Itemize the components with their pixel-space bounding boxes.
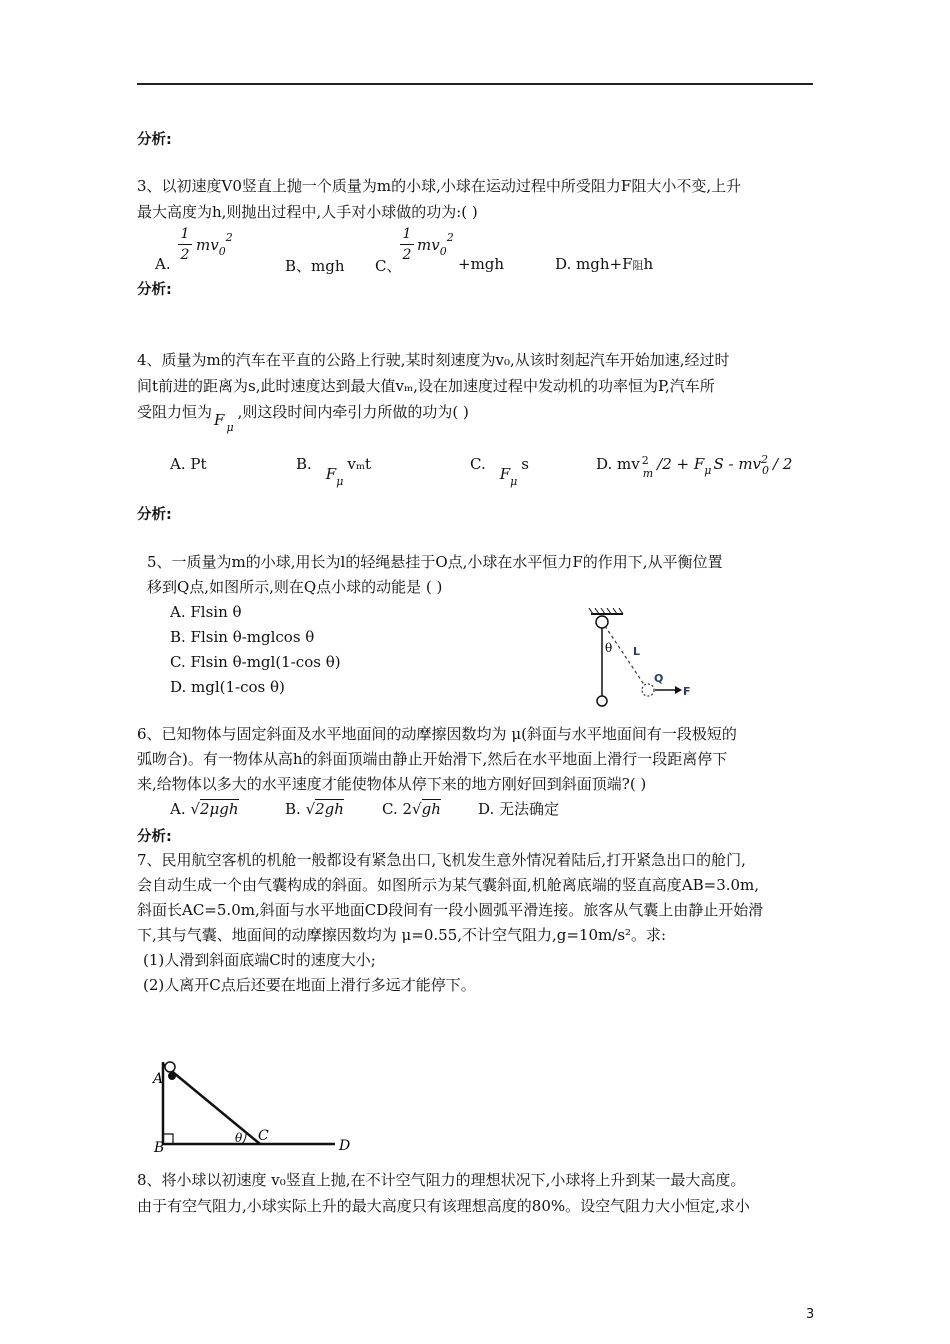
slide-C-label: C bbox=[258, 1128, 269, 1144]
q4-option-d: D. mv $^2_m/2 + F_\mu$ S - $mv^2_0 / 2$ bbox=[596, 453, 793, 480]
q4-option-b: $B.F_\mu v_mt$ bbox=[296, 455, 372, 488]
q3-option-a-label: A. bbox=[155, 255, 171, 273]
slide-B-label: B bbox=[154, 1140, 165, 1156]
q6-option-d: D. 无法确定 bbox=[478, 800, 560, 818]
q5-option-a: A. Flsin θ bbox=[170, 603, 242, 621]
pendulum-L-label: L bbox=[633, 645, 641, 658]
q7-sub1: (1)人滑到斜面底端C时的速度大小; bbox=[143, 951, 376, 969]
q4-line3: 受阻力恒为 F $_\mu$,则这段时间内牵引力所做的功为( ) bbox=[137, 403, 469, 434]
q7-line4: 下,其与气囊、地面间的动摩擦因数均为 μ=0.55,不计空气阻力,g=10m/s²。求: bbox=[137, 926, 667, 944]
pendulum-figure bbox=[585, 608, 705, 713]
q4-line2: 间t前进的距离为s,此时速度达到最大值vₘ,设在加速度过程中发动机的功率恒为P,汽车所 bbox=[137, 377, 715, 395]
q3-option-b: B、mgh bbox=[285, 257, 345, 275]
q6-option-b: B. √2gh bbox=[285, 800, 344, 818]
q4-analysis-label: 分析: bbox=[137, 507, 172, 523]
q5-option-b: B. Flsin θ-mglcos θ bbox=[170, 628, 315, 646]
q3-option-c-mv: $mv_0^2$ bbox=[417, 231, 454, 258]
q6-analysis-label: 分析: bbox=[137, 829, 172, 845]
q8-line1: 8、将小球以初速度 v₀竖直上抛,在不计空气阻力的理想状况下,小球将上升到某一最大高度。 bbox=[137, 1171, 746, 1189]
pendulum-Q-label: Q bbox=[654, 672, 664, 685]
q8-line2: 由于有空气阻力,小球实际上升的最大高度只有该理想高度的80%。设空气阻力大小恒定,求小 bbox=[137, 1197, 750, 1215]
slide-figure bbox=[145, 1048, 365, 1158]
q7-sub2: (2)人离开C点后还要在地面上滑行多远才能停下。 bbox=[143, 976, 476, 994]
q5-line2: 移到Q点,如图所示,则在Q点小球的动能是 ( ) bbox=[147, 578, 443, 596]
q7-line1: 7、民用航空客机的机舱一般都设有紧急出口,飞机发生意外情况着陆后,打开紧急出口的舱门, bbox=[137, 851, 746, 869]
q3-analysis-label: 分析: bbox=[137, 282, 172, 298]
slide-D-label: D bbox=[339, 1138, 351, 1154]
q3-option-a-mv: $mv_0^2$ bbox=[196, 231, 233, 258]
slide-theta-label: θ bbox=[235, 1131, 243, 1145]
q5-line1: 5、一质量为m的小球,用长为l的轻绳悬挂于O点,小球在水平恒力F的作用下,从平衡位置 bbox=[147, 553, 723, 571]
q3-option-c-tail: +mgh bbox=[458, 255, 505, 273]
analysis-label: 分析: bbox=[137, 132, 172, 148]
pendulum-theta-label: θ bbox=[605, 641, 613, 655]
header-rule bbox=[137, 83, 813, 85]
q3-option-c-label: C、 bbox=[375, 257, 402, 275]
q3-line1: 3、以初速度V0竖直上抛一个质量为m的小球,小球在运动过程中所受阻力F阻大小不变,上升 bbox=[137, 177, 742, 195]
pendulum-F-label: F bbox=[683, 685, 691, 698]
q3-option-c-fraction: 1 2 bbox=[400, 226, 414, 263]
page-number: 3 bbox=[806, 1307, 815, 1322]
q4-option-a: A. Pt bbox=[170, 455, 207, 473]
q3-line2: 最大高度为h,则抛出过程中,人手对小球做的功为:( ) bbox=[137, 203, 478, 221]
q3-option-a-fraction bbox=[178, 226, 192, 263]
fraction-numerator: 1 bbox=[180, 226, 190, 242]
q7-line2: 会自动生成一个由气囊构成的斜面。如图所示为某气囊斜面,机舱离底端的竖直高度AB=3.0m, bbox=[137, 876, 760, 894]
q6-line1: 6、已知物体与固定斜面及水平地面间的动摩擦因数均为 μ(斜面与水平地面间有一段极短的 bbox=[137, 725, 737, 743]
q6-option-a: A. √2μgh bbox=[170, 800, 239, 818]
q4-line1: 4、质量为m的汽车在平直的公路上行驶,某时刻速度为v₀,从该时刻起汽车开始加速,经过时 bbox=[137, 351, 730, 369]
q3-option-d: D. mgh+F阻h bbox=[555, 255, 654, 273]
q6-line2: 弧吻合)。有一物体从高h的斜面顶端由静止开始滑下,然后在水平地面上滑行一段距离停下 bbox=[137, 750, 728, 768]
q5-option-c: C. Flsin θ-mgl(1-cos θ) bbox=[170, 653, 341, 671]
q4-option-c: $C.F_\mu s$ bbox=[470, 455, 529, 488]
slide-A-label: A bbox=[153, 1071, 164, 1087]
fraction-denominator: 2 bbox=[180, 247, 190, 263]
q5-option-d: D. mgl(1-cos θ) bbox=[170, 678, 285, 696]
q7-line3: 斜面长AC=5.0m,斜面与水平地面CD段间有一段小圆弧平滑连接。旅客从气囊上由静止开始滑 bbox=[137, 901, 764, 919]
q6-line3: 来,给物体以多大的水平速度才能使物体从停下来的地方刚好回到斜面顶端?( ) bbox=[137, 775, 647, 793]
q6-option-c: C. 2√gh bbox=[382, 800, 441, 818]
